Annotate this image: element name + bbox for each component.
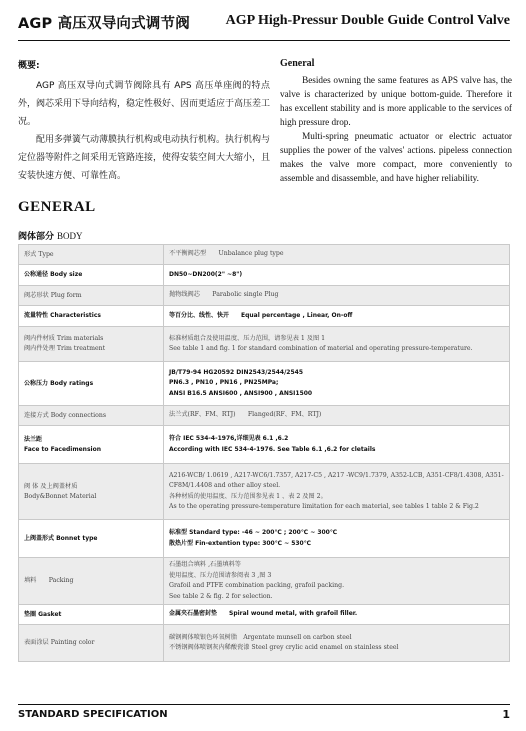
table-row — [19, 245, 510, 265]
overview-cn-heading: 概要: — [18, 61, 40, 71]
spec-label: 流量特性 Characteristics — [24, 312, 101, 319]
spec-value: JB/T79-94 HG20592 DIN2543/2544/2545 PN6.3 , PN10 , PN16 , PN25MPa; ANSI B16.5 ANSI600 , ANSI900 , ANSI1500 — [169, 368, 313, 397]
spec-label: 阀 体 及上阀盖材质 Body&Bonnet Material — [24, 482, 97, 500]
spec-value: 金属夹石墨密封垫 Spiral wound metal, with grafoil filler. — [169, 610, 358, 618]
table-row — [19, 605, 510, 625]
table-row — [19, 464, 510, 520]
footer-rule — [18, 704, 510, 705]
table-row — [19, 306, 510, 327]
spec-value: 不平衡阀芯型 Unbalance plug type — [169, 250, 284, 258]
spec-value: A216-WCB/ 1.0619 , A217-WC6/1.7357, A217-C5 , A217 -WC9/1.7379, A352-LCB, A351-CF8/1.4308, A351-CF8M/1.4408 and other alloy steel. 各种材质的使用温度、压力范围参见表 1 、表 2 及图 2。 As to the operating pressure-temperature limitation for each material, see tables 1 table 2 & Fig.2 — [169, 471, 504, 510]
spec-label: 垫圈 Gasket — [24, 610, 62, 618]
spec-label: 公称压力 Body ratings — [24, 379, 94, 387]
spec-value: 标准型 Standard type: -46 ~ 200℃ ; 200℃ ~ 300℃ 散热片型 Fin-extention type: 300℃ ~ 530℃ — [169, 529, 338, 547]
spec-value: 符合 IEC 534-4-1976,详细见表 6.1 ,6.2 According with IEC 534-4-1976. See Table 6.1 ,6.2 for cletails — [169, 435, 376, 453]
spec-label: 法兰距 Face to Facedimension — [24, 435, 101, 453]
general-heading: GENERAL — [18, 199, 96, 215]
spec-label: 形式 Type — [24, 250, 54, 258]
spec-value: 等百分比、线性、快开 Equal percentage , Linear, On-off — [169, 311, 353, 319]
spec-value: 法兰式(RF、FM、RTJ) Flanged(RF、FM、RTJ) — [169, 411, 322, 419]
overview-cn-paragraph-2: 配用多弹簧气动薄膜执行机构或电动执行机构。执行机构与定位器等附件之间采用无管路连接，使得安装空间大大缩小，且安装快速方便、可靠性高。 — [18, 135, 271, 181]
spec-value: 石墨组合填料 ,石墨填料等 使用温度、压力范围请参阅表 3 ,图 3 Grafoil and PTFE combination packing, grafoil packing. See table 2 & fig. 2 for selection. — [169, 561, 345, 600]
spec-label: 连接方式 Body connections — [24, 411, 107, 419]
overview-en-heading: General — [280, 58, 315, 69]
table-row — [19, 625, 510, 662]
overview-en — [280, 58, 512, 185]
spec-value: 标准材质组合及使用温度、压力范围，请参见表 1 及图 1 See table 1 and fig. 1 for standard combination of material and operating pressure-temperature. — [169, 334, 473, 352]
spec-value: DN50~DN200(2" ~8") — [169, 270, 243, 278]
table-row — [19, 406, 510, 426]
spec-label: 上阀盖形式 Bonnet type — [24, 534, 98, 542]
footer-title: STANDARD SPECIFICATION — [18, 709, 168, 720]
spec-value: 碳钢阀体喷银色环氧树脂 Argentate munsell on carbon steel 不锈钢阀体喷钢灰内稀酸瓷漆 Steel grey crylic acid enamel on stainless steel — [169, 633, 399, 651]
body-section-label-cn: 阀体部分 — [18, 232, 55, 242]
overview-cn-paragraph-1: AGP 高压双导向式调节阀除具有 APS 高压单座阀的特点外，阀芯采用下导向结构，稳定性极好、因而更适应于高压差工况。 — [18, 81, 271, 127]
header-rule — [18, 40, 510, 41]
specification-table — [18, 244, 510, 662]
body-section-label-en: BODY — [57, 231, 83, 241]
spec-label: 阀内件材质 Trim materials 阀内件处理 Trim treatment — [24, 335, 106, 352]
body-section-label — [18, 229, 83, 242]
spec-label: 阀芯形状 Plug form — [24, 291, 82, 299]
page-number: 1 — [502, 708, 510, 721]
table-row — [19, 286, 510, 306]
page-title-cn: AGP 高压双导向式调节阀 — [18, 16, 190, 32]
page-title-en: AGP High-Pressur Double Guide Control Valve — [225, 13, 510, 28]
spec-label: 表面涂层 Painting color — [24, 639, 95, 646]
table-row — [19, 265, 510, 286]
table-row — [19, 558, 510, 605]
spec-label: 公称通径 Body size — [24, 271, 83, 278]
table-row — [19, 327, 510, 362]
table-row — [19, 426, 510, 464]
spec-label: 填料 Packing — [24, 577, 74, 584]
overview-cn — [18, 58, 270, 185]
overview-en-paragraph-1: Besides owning the same features as APS valve has, the valve is characterized by unique bottom-guide. Therefore it has excellent stability and is more applicable to the services of high pressure drop. — [280, 75, 512, 127]
table-row — [19, 362, 510, 406]
overview-en-paragraph-2: Multi-spring pneumatic actuator or electric actuator supplies the power of the valves' actions. pipeless connection makes the valve more compact, more conveniently to assemble and disassemble, and have higher reliability. — [280, 131, 512, 183]
spec-value: 抛物线阀芯 Parabolic single Plug — [169, 291, 279, 299]
table-row — [19, 520, 510, 558]
header — [18, 12, 510, 36]
